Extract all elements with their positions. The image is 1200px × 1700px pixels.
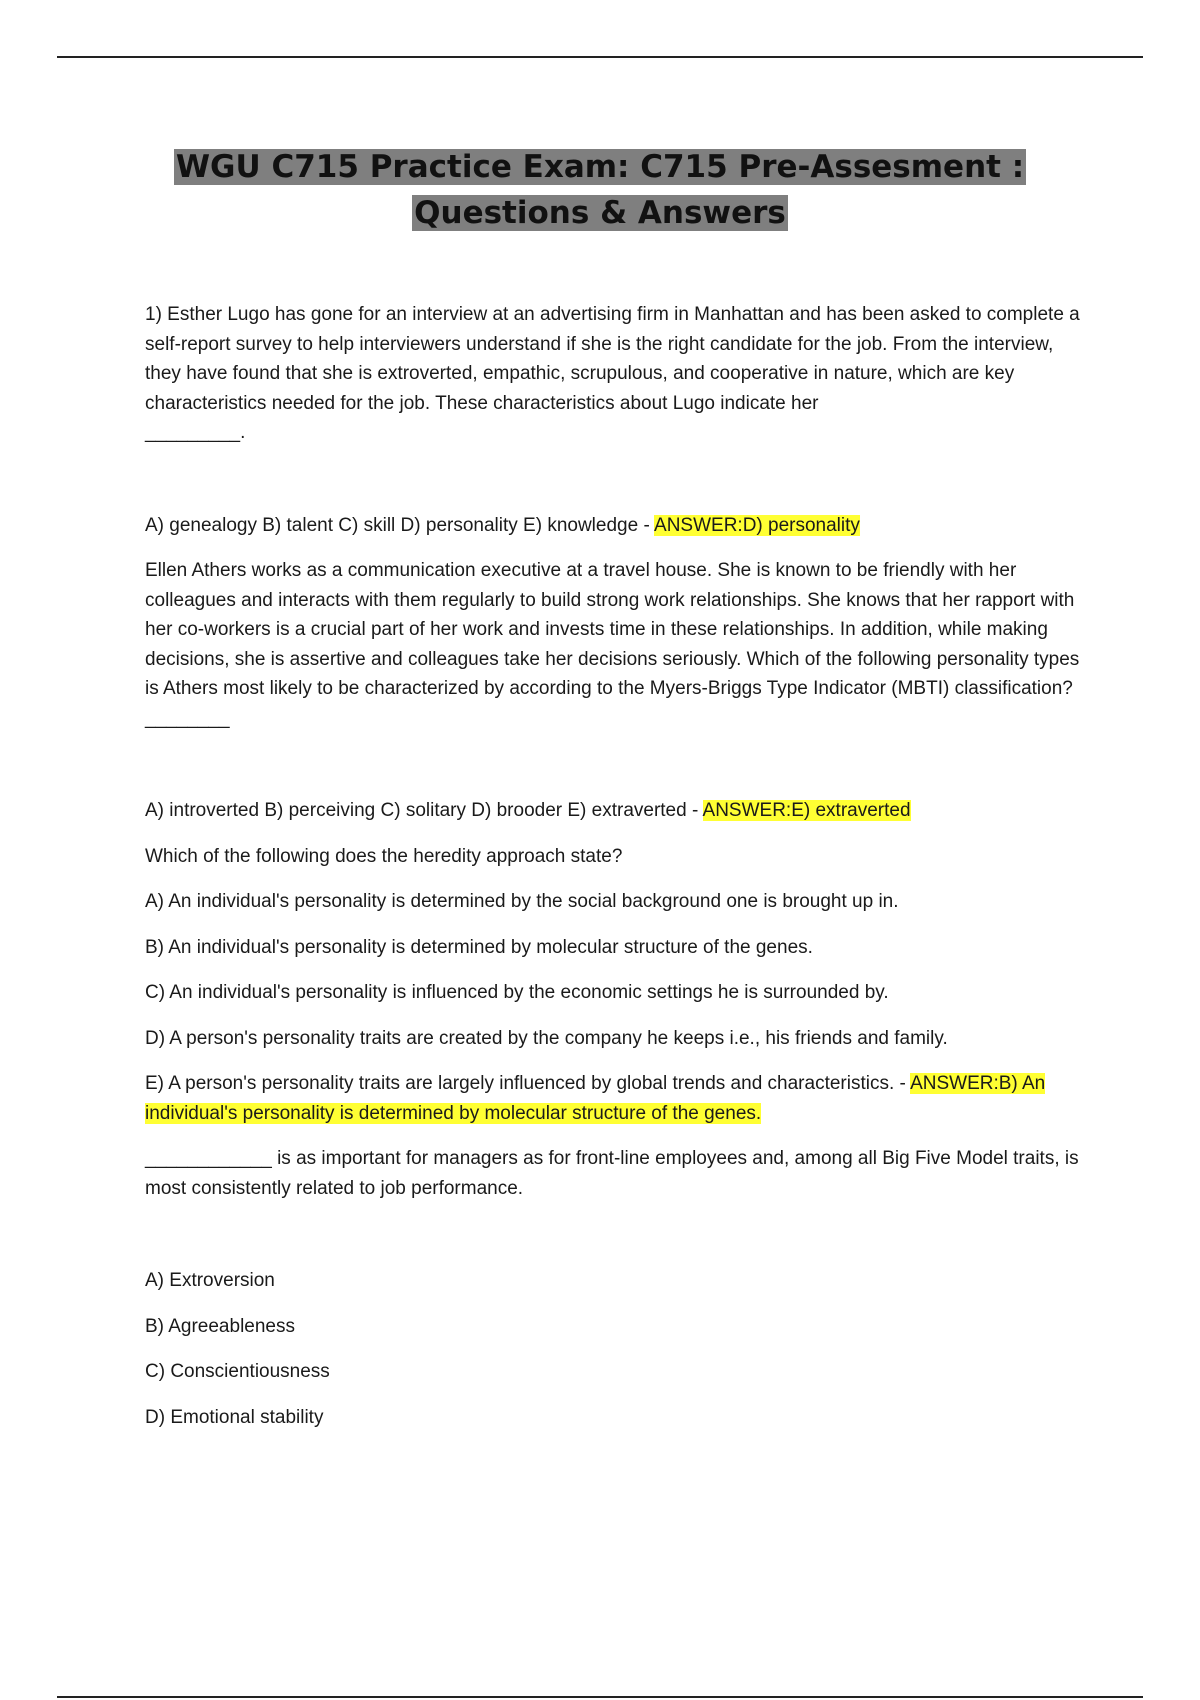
question-3-option-d: D) A person's personality traits are created by the company he keeps i.e., his friends and family. <box>145 1027 948 1049</box>
question-3-option-b: B) An individual's personality is determined by molecular structure of the genes. <box>145 936 813 958</box>
page-title-text: WGU C715 Practice Exam: C715 Pre-Assesment : Questions & Answers <box>175 149 1025 231</box>
question-3-option-a: A) An individual's personality is determined by the social background one is brought up in. <box>145 891 899 912</box>
bottom-rule <box>57 1696 1143 1698</box>
question-3-option-e <box>145 1069 1085 1128</box>
question-3-answer: ANSWER:B) An individual's personality is determined by molecular structure of the genes. <box>145 1073 1046 1124</box>
question-2-prompt: Ellen Athers works as a communication executive at a travel house. She is known to be friendly with her colleagues and interacts with them regularly to build strong work relationships. She knows that her rapport with her co-workers is a crucial part of her work and invests time in these relationships. In addition, while making decisions, she is assertive and colleagues take her decisions seriously. Which of the following personality types is Athers most likely to be characterized by according to the Myers-Briggs Type Indicator (MBTI) classification? ________ <box>145 560 1080 729</box>
question-4-option-a: A) Extroversion <box>145 1270 275 1291</box>
question-2-options-text: A) introverted B) perceiving C) solitary D) brooder E) extraverted - <box>145 800 703 821</box>
question-4-option-b: B) Agreeableness <box>145 1315 295 1337</box>
question-1-answer: ANSWER:D) personality <box>654 514 860 536</box>
question-2-answer: ANSWER:E) extraverted <box>702 800 911 821</box>
question-4-prompt: ____________ is as important for managers as for front-line employees and, among all Big Five Model traits, is most consistently related to job performance. <box>145 1148 1079 1199</box>
question-2-options <box>145 796 1085 826</box>
question-4-option-d: D) Emotional stability <box>145 1406 324 1428</box>
top-rule <box>57 56 1143 58</box>
document-body <box>145 300 1085 1432</box>
question-1-prompt <box>145 300 1085 448</box>
question-1-text: 1) Esther Lugo has gone for an interview at an advertising firm in Manhattan and has been asked to complete a self-report survey to help interviewers understand if she is the right candidate for the job. From the interview, they have found that she is extroverted, empathic, scrupulous, and cooperative in nature, which are key characteristics needed for the job. These characteristics about Lugo indicate her <box>145 304 1080 414</box>
question-4-option-c: C) Conscientiousness <box>145 1361 330 1382</box>
page-title <box>120 144 1080 236</box>
question-1-blank: _________. <box>145 422 246 443</box>
question-3-option-c: C) An individual's personality is influenced by the economic settings he is surrounded by. <box>145 982 889 1003</box>
question-1-options-text: A) genealogy B) talent C) skill D) personality E) knowledge - <box>145 514 655 536</box>
question-3-prompt: Which of the following does the heredity approach state? <box>145 845 623 867</box>
question-1-options <box>145 511 1085 541</box>
question-3-option-e-text: E) A person's personality traits are largely influenced by global trends and characteristics. - <box>145 1073 911 1094</box>
